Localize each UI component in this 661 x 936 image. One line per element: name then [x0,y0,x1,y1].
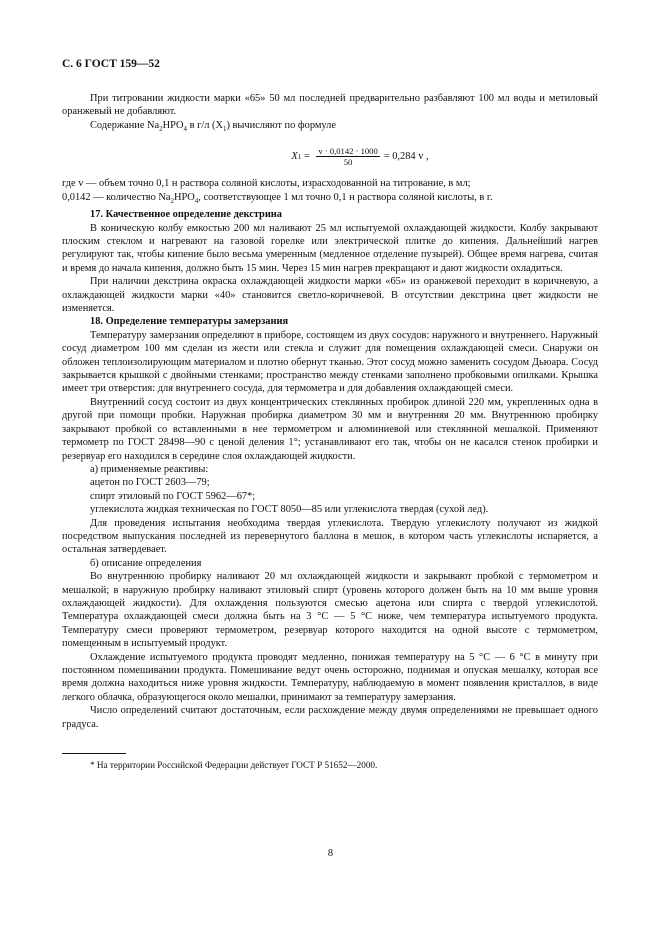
paragraph-cooling: Охлаждение испытуемого продукта проводят медленно, понижая температуру на 5 °С — 6 °С в минуту при постоянном помешивании продукта. Помешивание ведут очень осторожно, поднимая и опуская мешалку, которая все время должна находиться ниже уровня жидкости. Температуру, наблюдаемую в момент появления кристаллов, в виде легкого облачка, образующегося около мешалки, принимают за температуру замерзания. [62,651,598,703]
subscript: 1 [222,124,227,133]
text-fragment: , соответствующее 1 мл точно 0,1 н раствора соляной кислоты, в г. [198,191,493,203]
reagent-item: спирт этиловый по ГОСТ 5962—67*; [90,490,256,502]
text-fragment: 0,0142 — количество Na [62,191,171,203]
subscript: 4 [183,124,187,133]
where-line-v: где v — объем точно 0,1 н раствора соляной кислоты, израсходованной на титрование, в мл; [62,178,471,190]
list-heading-reagents: а) применяемые реактивы: [90,463,209,475]
text-fragment: Содержание Na [90,119,160,131]
text-fragment: в г/л (X [186,119,223,131]
running-header: С. 6 ГОСТ 159—52 [62,58,160,70]
paragraph-content-formula-intro [62,119,598,136]
paragraph-inner-vessel: Внутренний сосуд состоит из двух концентрических стеклянных пробирок длиной 220 мм, укрепленных одна в другой при помощи пробки. Наружная пробирка диаметром 30 мм и внутренняя 20 мм. Внутреннюю пробирку закрывают пробкой со вставленными в нее термометром и алюминиевой или стеклянной мешалкой. Применяют термометр по ГОСТ 28498—90 с ценой деления 1°; устанавливают его так, чтобы он не касался стенок пробирки и резервуар его находился в середине слоя охлаждающей жидкости. [62,396,598,462]
formula-numerator: v · 0,0142 · 1000 [318,146,378,157]
formula-fraction [316,146,379,167]
section-heading-18: 18. Определение температуры замерзания [90,316,289,328]
subscript: 2 [170,196,174,205]
paragraph-dry-ice: Для проведения испытания необходима твердая углекислота. Твердую углекислоту получают из жидкой посредством выпускания последней из перевернутого баллона в мешок, в котором часть углекислоты испаряется, а остальная затвердевает. [62,517,598,556]
paragraph-procedure: Во внутреннюю пробирку наливают 20 мл охлаждающей жидкости и закрывают пробкой с термометром и мешалкой; в наружную пробирку наливают этиловый спирт (уровень которого должен быть на 10 мм выше уровня охлаждающей жидкости). Для охлаждения пользуются смесью ацетона или спирта с твердой углекислотой. Температура охлаждающей смеси должна быть на 3 °С — 5 °С ниже, чем температура испытуемого продукта. Температуру смеси проверяют термометром, резервуар которого находится на одной высоте с термометром, помещенным в испытуемый продукт. [62,571,598,650]
formula-x1 [122,146,598,167]
subscript: 4 [194,196,199,205]
text-fragment: HPO [162,119,184,131]
reagent-item: ацетон по ГОСТ 2603—79; [90,477,210,489]
section-heading-17: 17. Качественное определение декстрина [90,209,282,221]
paragraph-dextrin-procedure: В коническую колбу емкостью 200 мл наливают 25 мл испытуемой охлаждающей жидкости. Колбу закрывают плоским стеклом и нагревают на газовой горелке или электрической плитке до кипения. Дальнейший нагрев регулируют так, чтобы кипение было весьма умеренным (медленное отделение пузырей). Общее время нагрева, считая и время до начала кипения, должно быть 15 мин. Через 15 мин нагрев прекращают и дают жидкости охладиться. [62,222,598,274]
formula-denominator: 50 [343,157,353,168]
paragraph-apparatus: Температуру замерзания определяют в приборе, состоящем из двух сосудов: наружного и внутреннего. Наружный сосуд диаметром 100 мм сделан из жести или стекла и служит для помещения охлаждающей смеси. Снаружи он обложен теплоизолирующим материалом и плотно обернут тканью. Этот сосуд можно заменить сосудом Дьюара. Сосуд закрывается крышкой с двойными стенками; пространство между стенками заполнено пробковыми опилками. Крышка имеет три отверстия: для внутреннего сосуда, для термометра и для добавления охлаждающей смеси. [62,329,598,395]
reagent-item: углекислота жидкая техническая по ГОСТ 8050—85 или углекислота твердая (сухой лед). [90,504,489,516]
equals-sign: = [301,151,313,163]
list-heading-description: б) описание определения [90,557,202,569]
footnote-divider [62,753,126,754]
footnote: * На территории Российской Федерации действует ГОСТ Р 51652—2000. [90,760,378,771]
subscript: 2 [159,124,163,133]
document-page [62,58,598,772]
where-line-coefficient [62,191,598,208]
paragraph-titration-note: При титровании жидкости марки «65» 50 мл последней предварительно разбавляют 100 мл воды и метиловый оранжевый не добавляют. [62,93,598,118]
formula-lhs-subscript: 1 [297,152,302,161]
text-fragment: ) вычисляют по формуле [226,119,336,131]
page-number: 8 [327,848,334,859]
paragraph-determinations: Число определений считают достаточным, если расхождение между двумя определениями не превышает одного градуса. [62,705,598,730]
formula-lhs: X [291,151,298,163]
text-fragment: HPO [173,191,195,203]
formula-rhs: = 0,284 v , [383,151,429,163]
paragraph-dextrin-result: При наличии декстрина окраска охлаждающей жидкости марки «65» из оранжевой переходит в коричневую, а охлаждающей жидкости марки «40» становится светло-коричневой. В отсутствии декстрина цвет жидкости не изменяется. [62,276,598,315]
